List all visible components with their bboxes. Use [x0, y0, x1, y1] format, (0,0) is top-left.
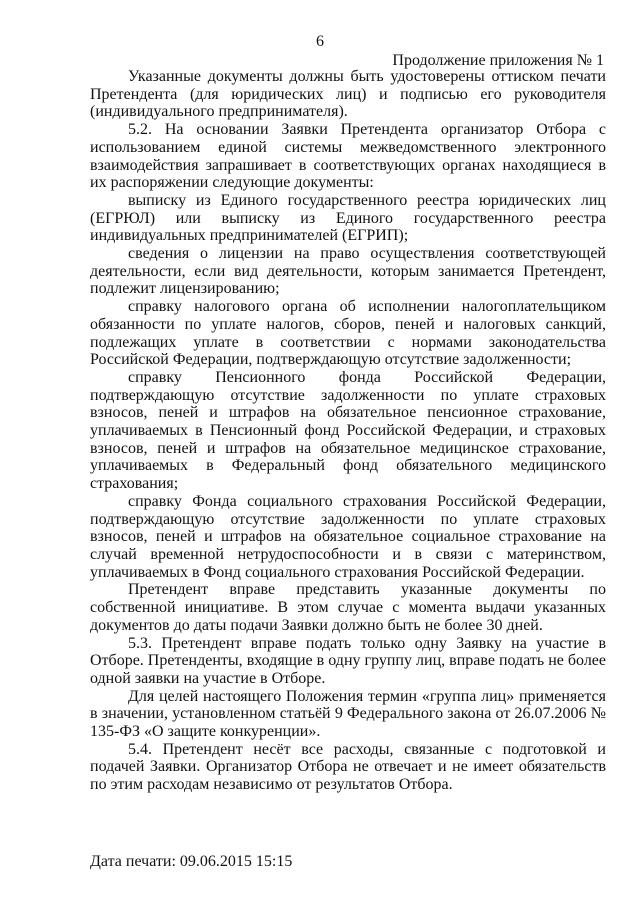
paragraph-group-of-persons: Для целей настоящего Положения термин «группа лиц» применяется в значении, установленном статьёй 9 Федерального закона от 26.07.2006 № 135-ФЗ «О защите конкуренции». — [90, 687, 606, 741]
paragraph-5-3: 5.3. Претендент вправе подать только одну Заявку на участие в Отборе. Претенденты, входящие в одну группу лиц, вправе подать не более одной заявки на участие в Отборе. — [90, 634, 606, 687]
print-date: Дата печати: 09.06.2015 15:15 — [90, 853, 293, 870]
paragraph-pension-fund-certificate: справку Пенсионного фонда Российской Федерации, подтверждающую отсутствие задолженности по уплате страховых взносов, пеней и штрафов на обязательное пенсионное страхование, уплачиваемых в Пенсионный фонд Российской Федерации, и страховых взносов, пеней и штрафов на обязательное медицинское страхование, уплачиваемых в Федеральный фонд обязательного медицинского страхования; — [90, 368, 606, 493]
paragraph-social-insurance-certificate: справку Фонда социального страхования Российской Федерации, подтверждающую отсутствие задолженности по уплате страховых взносов, пеней и штрафов на обязательное социальное страхование на случай временной нетрудоспособности и в связи с материнством, уплачиваемых в Фонд социального страхования Российской Федерации. — [90, 492, 606, 581]
paragraph-license-info: сведения о лицензии на право осуществления соответствующей деятельности, если вид деятельности, которым занимается Претендент, подлежит лицензированию; — [90, 245, 606, 298]
paragraph-tax-certificate: справку налогового органа об исполнении налогоплательщиком обязанности по уплате налогов, сборов, пеней и налоговых санкций, подлежащих уплате в соответствии с нормами законодательства Российской Федерации, подтверждающую отсутствие задолженности; — [90, 298, 606, 369]
paragraph-5-2: 5.2. На основании Заявки Претендента организатор Отбора с использованием единой системы межведомственного электронного взаимодействия запрашивает в соответствующих органах находящиеся в их распоряжении следующие документы: — [90, 121, 606, 192]
appendix-continuation-note: Продолжение приложения № 1 — [392, 52, 604, 69]
page-number: 6 — [316, 33, 324, 50]
paragraph-documents-certification: Указанные документы должны быть удостоверены оттиском печати Претендента (для юридических лиц) и подписью его руководителя (индивидуального предпринимателя). — [90, 68, 606, 121]
document-body — [90, 68, 606, 794]
paragraph-5-4: 5.4. Претендент несёт все расходы, связанные с подготовкой и подачей Заявки. Организатор Отбора не отвечает и не имеет обязательств по этим расходам независимо от результатов Отбора. — [90, 740, 606, 794]
paragraph-own-initiative: Претендент вправе представить указанные документы по собственной инициативе. В этом случае с момента выдачи указанных документов до даты подачи Заявки должно быть не более 30 дней. — [90, 581, 606, 634]
paragraph-egrul-extract: выписку из Единого государственного реестра юридических лиц (ЕГРЮЛ) или выписку из Единого государственного реестра индивидуальных предпринимателей (ЕГРИП); — [90, 191, 606, 245]
